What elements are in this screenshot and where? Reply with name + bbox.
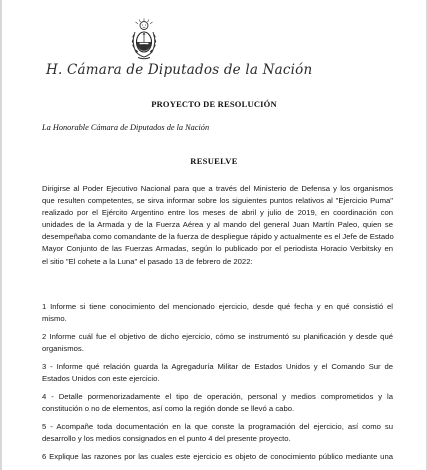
page-edge-left (0, 0, 2, 470)
list-item-line: 3 - Informe qué relación guarda la Agregaduría Militar de Estados Unidos y el Comando Sur de (42, 362, 393, 371)
main-paragraph-line: unidades de la Armada y de la Fuerza Aérea y al mando del general Juan Martín Paleo, quien se (42, 220, 393, 230)
list-item-line: 1 Informe si tiene conocimiento del mencionado ejercicio, desde qué fecha y en qué consistió el (42, 302, 393, 311)
list-item-line: 2 Informe cuál fue el objetivo de dicho ejercicio, cómo se instrumentó su planificación y desde qué (42, 332, 393, 341)
list-item-3 (42, 361, 393, 385)
list-item-line: 4 - Detalle pormenorizadamente el tipo de operación, personal y medios comprometidos y la (42, 392, 393, 401)
list-item-line: 5 - Acompañe toda documentación en la que conste la programación del ejercicio, así como su (42, 422, 393, 431)
list-item-2 (42, 331, 393, 355)
main-paragraph (42, 183, 393, 268)
document-title: PROYECTO DE RESOLUCIÓN (151, 99, 277, 109)
list-item-line: 6 Explique las razones por las cuales este ejercicio es objeto de conocimiento público mediante una (42, 452, 393, 461)
list-item-1 (42, 301, 393, 325)
list-item-line: Estados Unidos con este ejercicio. (42, 374, 160, 384)
section-heading: RESUELVE (190, 156, 238, 166)
chamber-name: H. Cámara de Diputados de la Nación (46, 62, 313, 78)
intro-line: La Honorable Cámara de Diputados de la Nación (42, 123, 210, 132)
main-paragraph-line: Mayor Conjunto de las Fuerzas Armadas, según lo publicado por el periodista Horacio Verbitsky en (42, 244, 393, 254)
main-paragraph-line: el sitio "El cohete a la Luna" el pasado 13 de febrero de 2022: (42, 256, 253, 266)
list-item-line: mismo. (42, 314, 67, 324)
list-item-5 (42, 421, 393, 445)
list-item-line: desarrollo y los medios consignados en el punto 4 del presente proyecto. (42, 434, 291, 444)
list-item-line: constitución o no de elementos, así como la región donde se llevó a cabo. (42, 404, 295, 414)
list-item-line: organismos. (42, 344, 84, 354)
main-paragraph-line: que resulten competentes, se sirva informar sobre los siguientes puntos relativos al "Ejercicio Puma" (42, 196, 393, 206)
list-item-4 (42, 391, 393, 415)
main-paragraph-line: realizado por el Ejército Argentino entre los meses de abril y julio de 2019, en coordinación con (42, 208, 393, 218)
list-item-6 (42, 451, 393, 463)
main-paragraph-line: desempeñaba como comandante de la fuerza de despliegue rápido y actualmente es el Jefe de Estado (42, 232, 394, 242)
coat-of-arms-icon (129, 18, 159, 60)
main-paragraph-line: Dirigirse al Poder Ejecutivo Nacional para que a través del Ministerio de Defensa y los organismos (42, 184, 393, 193)
